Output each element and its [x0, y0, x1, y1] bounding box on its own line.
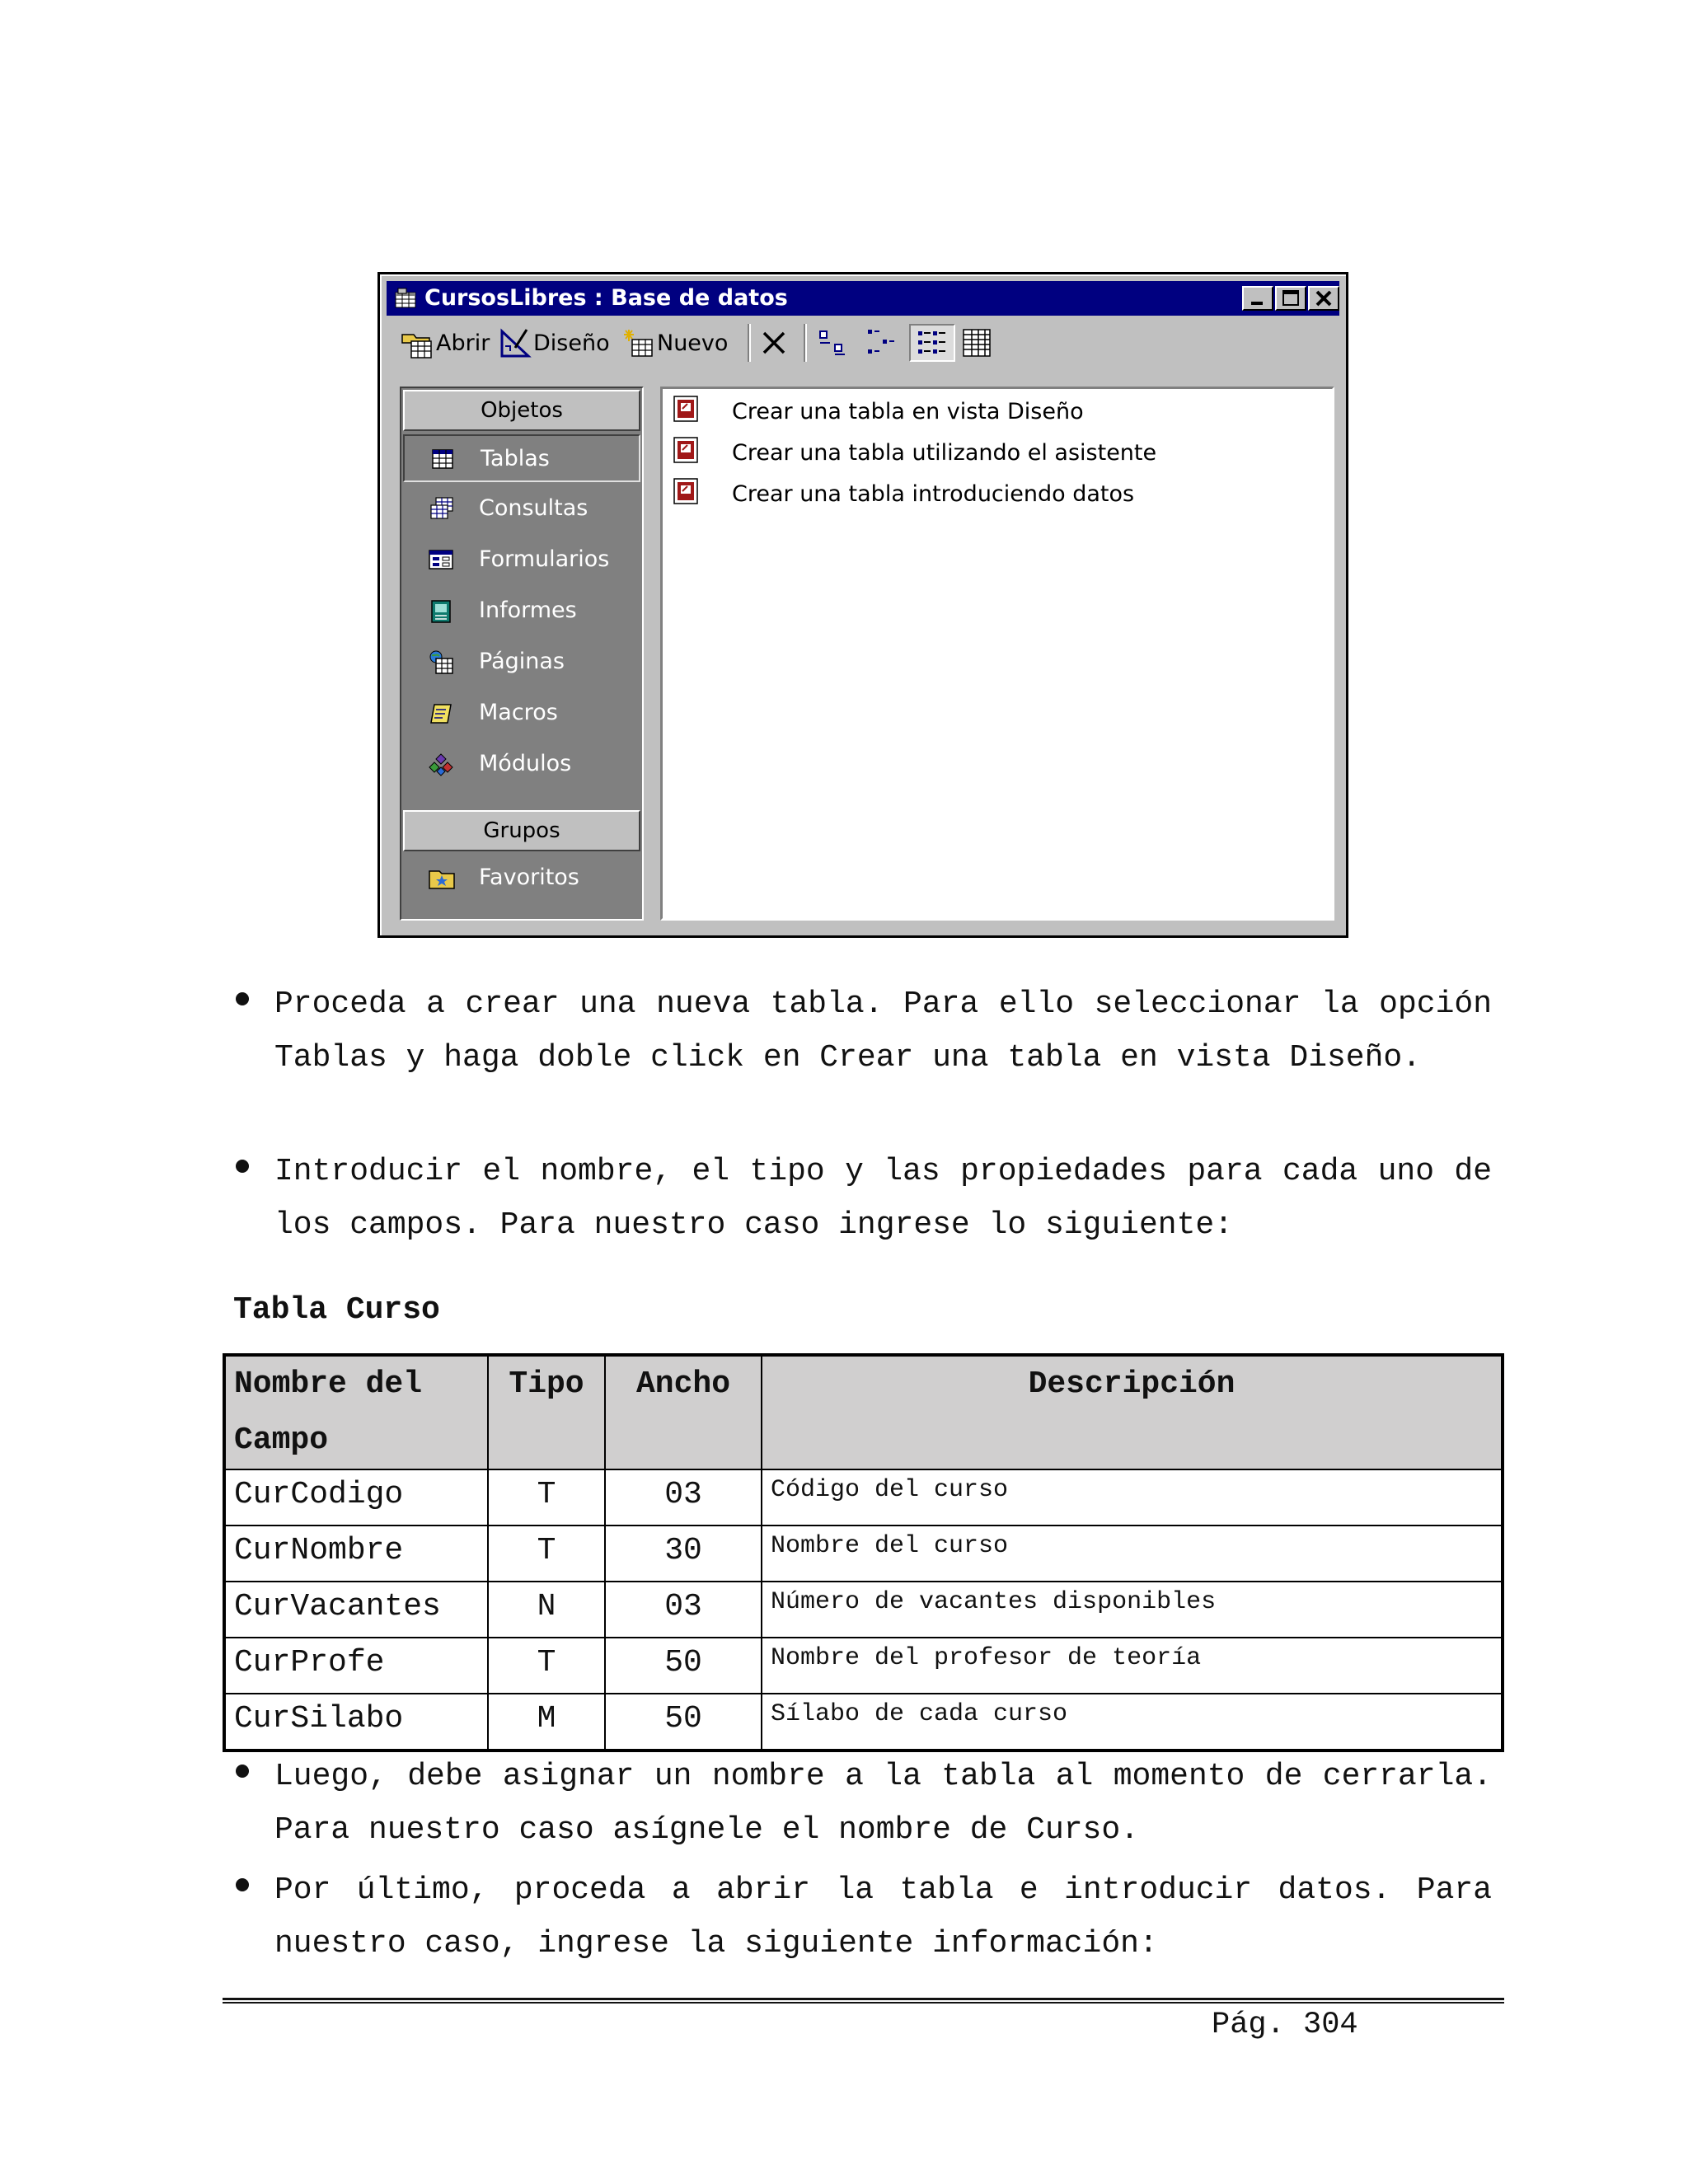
- window-title: CursosLibres : Base de datos: [424, 285, 788, 311]
- table-row: [224, 1638, 1503, 1694]
- sidebar-item-label: Consultas: [479, 495, 588, 521]
- sidebar-item-favoritos[interactable]: [403, 855, 640, 902]
- sidebar-item-label: Macros: [479, 700, 558, 725]
- objects-header-button[interactable]: Objetos: [403, 390, 640, 431]
- maximize-button[interactable]: [1275, 286, 1306, 311]
- sidebar-item-modulos[interactable]: [403, 741, 640, 789]
- table-cell: N: [488, 1582, 605, 1638]
- delete-button[interactable]: [759, 324, 790, 362]
- list-item-label: Crear una tabla utilizando el asistente: [732, 440, 1157, 466]
- sidebar-item-label: Módulos: [479, 751, 572, 776]
- large-icons-icon: [817, 326, 850, 359]
- table-cell: 03: [605, 1469, 762, 1526]
- macro-icon: [428, 701, 456, 726]
- table-row: [224, 1469, 1503, 1526]
- sidebar-item-tablas[interactable]: [403, 434, 640, 482]
- table-cell: Código del curso: [762, 1469, 1503, 1526]
- favorites-folder-icon: [428, 866, 456, 891]
- table-cell: M: [488, 1694, 605, 1750]
- sidebar-item-label: Formularios: [479, 546, 610, 572]
- sidebar-item-informes[interactable]: [403, 588, 640, 635]
- table-header-row: [224, 1355, 1503, 1469]
- title-bar[interactable]: [387, 281, 1339, 316]
- large-icons-button[interactable]: [817, 324, 851, 362]
- create-table-design-icon: [671, 394, 704, 427]
- table-row: [224, 1694, 1503, 1750]
- table-cell: Nombre del profesor de teoría: [762, 1638, 1503, 1694]
- list-view-button[interactable]: [909, 324, 955, 362]
- design-view-icon: [499, 326, 532, 359]
- sidebar-item-label: Informes: [479, 598, 577, 623]
- footer-rule: [223, 1998, 1504, 2004]
- bullet-dot: [236, 1160, 249, 1173]
- objects-list: [660, 387, 1334, 921]
- column-header: Descripción: [762, 1355, 1503, 1469]
- sidebar-item-label: Tablas: [481, 446, 550, 471]
- table-cell: CurSilabo: [224, 1694, 488, 1750]
- new-object-icon: [622, 326, 655, 359]
- create-table-data-icon: [671, 476, 704, 509]
- small-icons-icon: [865, 326, 898, 359]
- open-table-icon: [400, 326, 434, 359]
- create-table-wizard-icon: [671, 435, 704, 468]
- sidebar-item-label: Favoritos: [479, 865, 579, 890]
- toolbar-separator: [804, 324, 807, 362]
- bullet-dot: [236, 1765, 249, 1778]
- table-row: [224, 1526, 1503, 1582]
- toolbar: [387, 319, 1339, 368]
- table-cell: 03: [605, 1582, 762, 1638]
- toolbar-separator: [748, 324, 751, 362]
- bullet-dot: [236, 1878, 249, 1891]
- sidebar-item-label: Páginas: [479, 649, 565, 674]
- instruction-bullet: [223, 1863, 1492, 1971]
- groups-header-button[interactable]: Grupos: [403, 810, 640, 851]
- report-icon: [428, 599, 456, 624]
- table-cell: T: [488, 1526, 605, 1582]
- module-icon: [428, 752, 456, 777]
- fields-table: [223, 1353, 1504, 1752]
- table-icon: [429, 448, 457, 472]
- sidebar-item-formularios[interactable]: [403, 537, 640, 584]
- database-window: [377, 272, 1348, 938]
- table-cell: T: [488, 1638, 605, 1694]
- details-view-button[interactable]: [960, 324, 995, 362]
- query-icon: [428, 497, 456, 522]
- page-number: Pág. 304: [1212, 2008, 1358, 2042]
- new-label: Nuevo: [657, 330, 729, 356]
- design-button[interactable]: [499, 324, 610, 362]
- list-item-label: Crear una tabla en vista Diseño: [732, 399, 1084, 424]
- table-cell: CurNombre: [224, 1526, 488, 1582]
- bullet-text: Proceda a crear una nueva tabla. Para ello seleccionar la opción Tablas y haga doble click en Crear una tabla en vista Diseño.: [274, 987, 1492, 1076]
- new-button[interactable]: [622, 324, 728, 362]
- close-button[interactable]: [1308, 286, 1339, 311]
- table-row: [224, 1582, 1503, 1638]
- table-cell: 50: [605, 1638, 762, 1694]
- minimize-button[interactable]: [1242, 286, 1273, 311]
- database-icon: [395, 288, 418, 309]
- instruction-bullet: [223, 977, 1492, 1085]
- table-cell: CurVacantes: [224, 1582, 488, 1638]
- table-cell: T: [488, 1469, 605, 1526]
- details-icon: [960, 326, 993, 359]
- form-icon: [428, 548, 456, 573]
- table-cell: CurProfe: [224, 1638, 488, 1694]
- sidebar-item-consultas[interactable]: [403, 485, 640, 533]
- table-cell: Sílabo de cada curso: [762, 1694, 1503, 1750]
- table-cell: 50: [605, 1694, 762, 1750]
- page-icon: [428, 650, 456, 675]
- table-cell: 30: [605, 1526, 762, 1582]
- sidebar-item-paginas[interactable]: [403, 639, 640, 687]
- column-header: Nombre del Campo: [224, 1355, 488, 1469]
- bullet-text: Por último, proceda a abrir la tabla e introducir datos. Para nuestro caso, ingrese la siguiente información:: [274, 1872, 1492, 1961]
- table-cell: Número de vacantes disponibles: [762, 1582, 1503, 1638]
- bullet-text: Introducir el nombre, el tipo y las propiedades para cada uno de los campos. Para nuestro caso ingrese lo siguiente:: [274, 1154, 1492, 1243]
- delete-icon: [759, 328, 789, 358]
- list-icon: [915, 326, 948, 359]
- table-cell: CurCodigo: [224, 1469, 488, 1526]
- table-title: Tabla Curso: [233, 1292, 440, 1328]
- design-label: Diseño: [533, 330, 610, 356]
- list-item-label: Crear una tabla introduciendo datos: [732, 481, 1135, 507]
- open-button[interactable]: [400, 324, 490, 362]
- instruction-bullet: [223, 1750, 1492, 1857]
- minimize-icon: [1244, 288, 1272, 309]
- table-cell: Nombre del curso: [762, 1526, 1503, 1582]
- column-header: Tipo: [488, 1355, 605, 1469]
- objects-bar: [400, 387, 644, 921]
- maximize-icon: [1277, 288, 1305, 309]
- bullet-text: Luego, debe asignar un nombre a la tabla al momento de cerrarla. Para nuestro caso asígnele el nombre de Curso.: [274, 1759, 1492, 1848]
- sidebar-item-macros[interactable]: [403, 690, 640, 738]
- bullet-dot: [236, 992, 249, 1005]
- instruction-bullet: [223, 1145, 1492, 1252]
- small-icons-button[interactable]: [865, 324, 899, 362]
- open-label: Abrir: [436, 330, 490, 356]
- column-header: Ancho: [605, 1355, 762, 1469]
- close-icon: [1310, 288, 1338, 309]
